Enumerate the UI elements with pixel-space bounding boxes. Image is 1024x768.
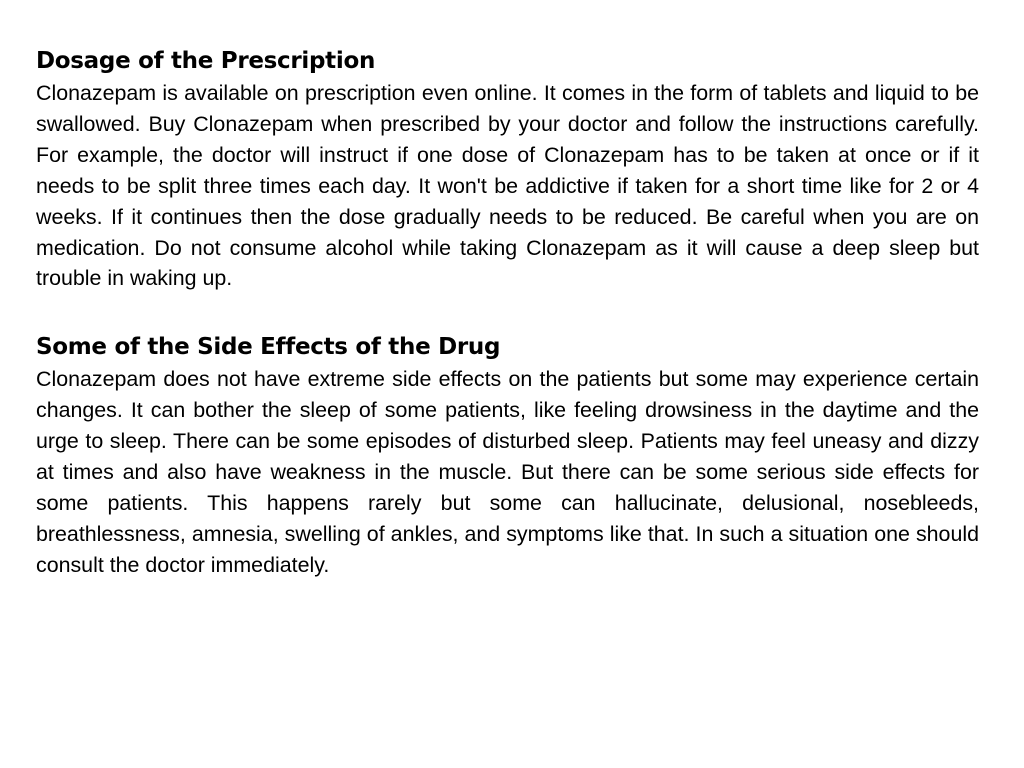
section-heading-dosage: Dosage of the Prescription <box>36 48 376 74</box>
section-heading-side-effects: Some of the Side Effects of the Drug <box>36 334 501 361</box>
section-dosage <box>36 44 979 294</box>
section-body-side-effects: Clonazepam does not have extreme side effects on the patients but some may experience certain changes. It can bother the sleep of some patients, like feeling drowsiness in the daytime and the urge to sleep. There can be some episodes of disturbed sleep. Patients may feel uneasy and dizzy at times and also have weakness in the muscle. But there can be some serious side effects for some patients. This happens rarely but some can hallucinate, delusional, nosebleeds, breathlessness, amnesia, swelling of ankles, and symptoms like that. In such a situation one should consult the doctor immediately. <box>36 367 979 577</box>
section-side-effects <box>36 330 979 580</box>
slide-content <box>36 44 979 581</box>
section-body-dosage: Clonazepam is available on prescription even online. It comes in the form of tablets and liquid to be swallowed. Buy Clonazepam when prescribed by your doctor and follow the instructions carefully. For example, the doctor will instruct if one dose of Clonazepam has to be taken at once or if it needs to be split three times each day. It won't be addictive if taken for a short time like for 2 or 4 weeks. If it continues then the dose gradually needs to be reduced. Be careful when you are on medication. Do not consume alcohol while taking Clonazepam as it will cause a deep sleep but trouble in waking up. <box>36 81 979 291</box>
